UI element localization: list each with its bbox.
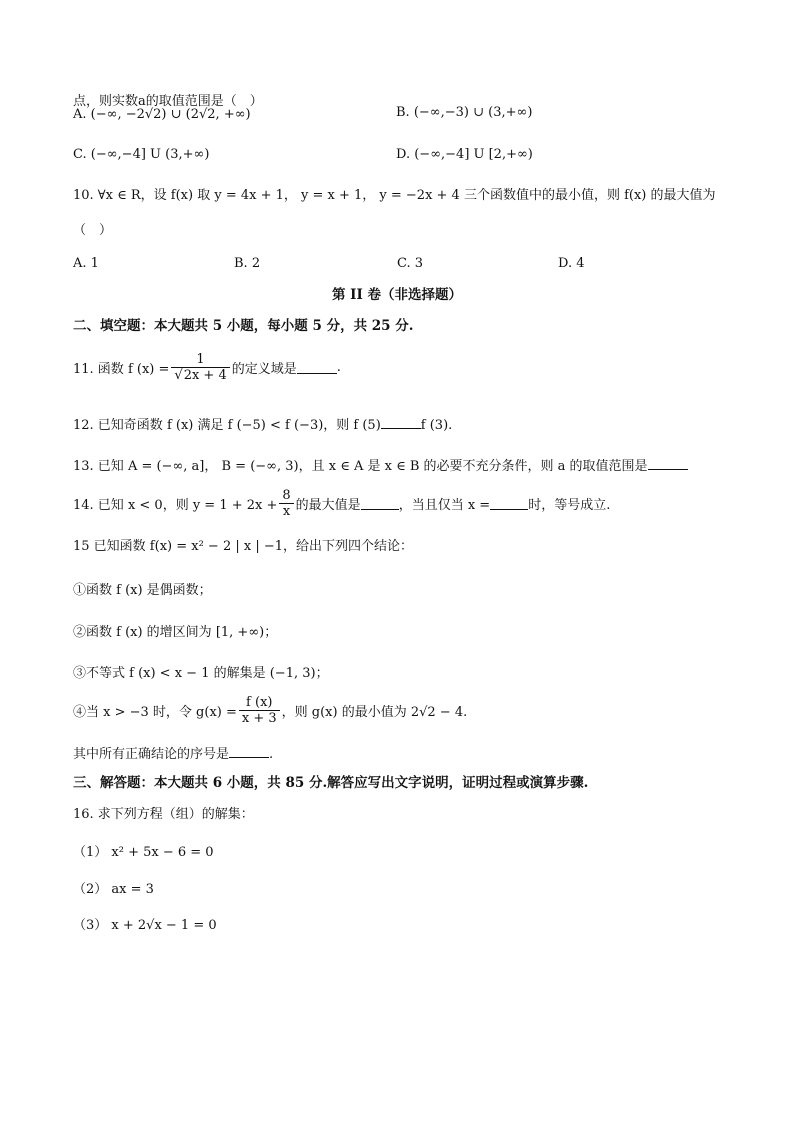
- q13-text: 13. 已知 A = (−∞, a]， B = (−∞, 3)，且 x ∈ A 是 x ∈ B 的必要不充分条件，则 a 的取值范围是: [73, 459, 648, 474]
- q15-ask: 其中所有正确结论的序号是: [73, 747, 230, 762]
- q10-option-d: D. 4: [558, 256, 585, 271]
- q15-c4-denominator: x + 3: [241, 711, 277, 726]
- q14-answer-blank-1[interactable]: [361, 497, 399, 510]
- q10-option-a: A. 1: [73, 256, 99, 271]
- q15-conclusion-3: ③不等式 f (x) < x − 1 的解集是 (−1, 3)；: [73, 666, 329, 681]
- q15-answer-blank[interactable]: [229, 745, 269, 758]
- q15-conclusion-2: ②函数 f (x) 的增区间为 [1, +∞)；: [73, 625, 278, 640]
- q15-ask-line: 其中所有正确结论的序号是 .: [73, 747, 274, 762]
- section-2-title: 第 II 卷（非选择题）: [331, 287, 463, 303]
- q14-answer-blank-2[interactable]: [490, 497, 528, 510]
- q12-post: f (3).: [420, 418, 453, 433]
- q14-mid: 的最大值是: [295, 498, 361, 513]
- q11-radicand: 2x + 4: [183, 368, 227, 383]
- q11-answer-blank[interactable]: [297, 361, 337, 374]
- q15-c4-pre: ④当 x > −3 时，令 g(x) =: [73, 705, 237, 720]
- q9-option-a: A. (−∞, −2√2) ∪ (2√2, +∞): [73, 107, 251, 122]
- q12-line: [73, 416, 452, 435]
- q13-answer-blank[interactable]: [648, 457, 688, 470]
- q10-option-b: B. 2: [234, 256, 261, 271]
- q14-post: 时，等号成立.: [528, 498, 611, 513]
- q10-option-c: C. 3: [397, 256, 424, 271]
- q14-mid2: ，当且仅当 x =: [398, 498, 491, 513]
- q9-option-c: C. (−∞,−4] U (3,+∞): [73, 147, 210, 162]
- q16-part-3: （3） x + 2√x − 1 = 0: [73, 918, 217, 933]
- q10-paren: （ ）: [73, 223, 113, 238]
- q11-denominator: √2x + 4: [174, 368, 227, 383]
- q14-numerator: 8: [279, 488, 293, 504]
- q15-c4-numerator: f (x): [239, 695, 280, 711]
- part-3-header: 三、解答题：本大题共 6 小题，共 85 分.解答应写出文字说明，证明过程或演算步骤.: [73, 775, 589, 791]
- q11-pre: 11. 函数 f (x) =: [73, 362, 170, 377]
- q9-option-d: D. (−∞,−4] U [2,+∞): [396, 147, 533, 162]
- q15-conclusion-1: ①函数 f (x) 是偶函数；: [73, 583, 212, 598]
- q12-pre: 12. 已知奇函数 f (x) 满足 f (−5) < f (−3)，则 f (5): [73, 418, 381, 433]
- q14-denominator: x: [282, 504, 291, 519]
- q16-part-1: （1） x² + 5x − 6 = 0: [73, 845, 214, 860]
- q14-fraction: [279, 488, 293, 519]
- q9-option-b: B. (−∞,−3) ∪ (3,+∞): [396, 105, 533, 120]
- q15-c4-fraction: [239, 695, 280, 726]
- q12-answer-blank[interactable]: [381, 416, 421, 429]
- q14-pre: 14. 已知 x < 0，则 y = 1 + 2x +: [73, 498, 278, 513]
- q13-line: [73, 457, 688, 476]
- q11-line: 11. 函数 f (x) = $\frac{1}{√2x + 4}$ 的定义域是 .: [73, 352, 341, 383]
- q16-stem: 16. 求下列方程（组）的解集：: [73, 807, 254, 822]
- q11-fraction: [171, 352, 229, 383]
- q10-stem: 10. ∀x ∈ R，设 f(x) 取 y = 4x + 1， y = x + 1， y = −2x + 4 三个函数值中的最小值，则 f(x) 的最大值为: [73, 188, 716, 203]
- q15-c4-post: ，则 g(x) 的最小值为 2√2 − 4.: [281, 705, 468, 720]
- q16-part-2: （2） ax = 3: [73, 882, 154, 897]
- q11-numerator: 1: [171, 352, 229, 368]
- q9-stem-tail: 点，则实数a的取值范围是（ ）: [73, 94, 263, 109]
- q11-post: 的定义域是: [231, 362, 297, 377]
- part-2-header: 二、填空题：本大题共 5 小题，每小题 5 分，共 25 分.: [73, 318, 414, 334]
- q15-stem: 15 已知函数 f(x) = x² − 2 | x | −1，给出下列四个结论：: [73, 539, 414, 554]
- q15-conclusion-4: [73, 695, 467, 726]
- q14-line: [73, 488, 610, 519]
